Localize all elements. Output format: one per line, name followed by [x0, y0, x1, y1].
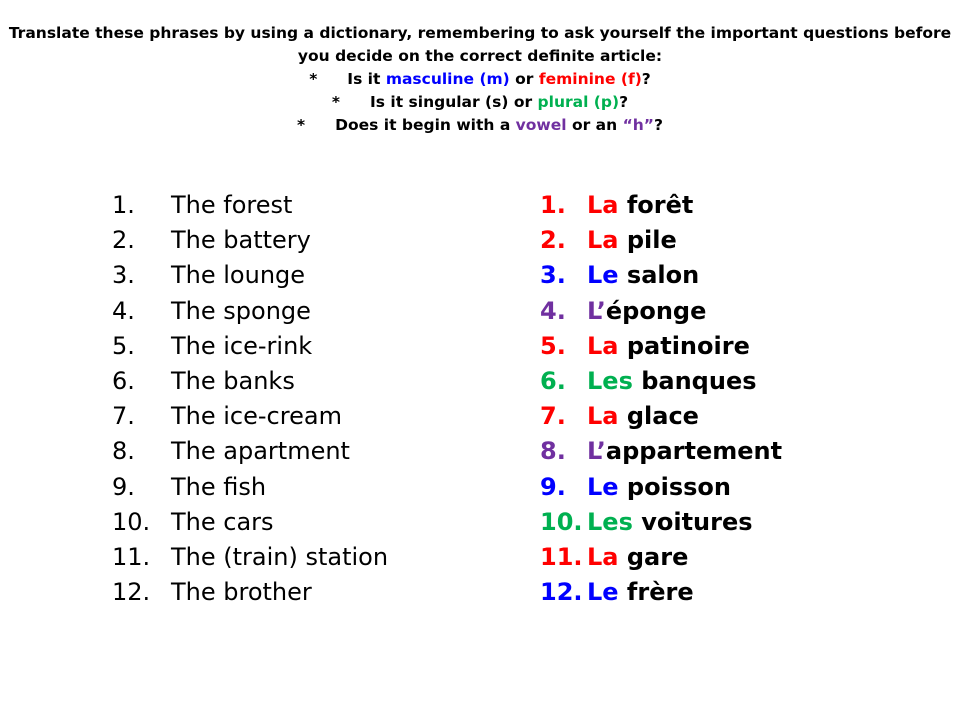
item-number: 4.	[540, 296, 566, 325]
french-translation-text	[587, 223, 677, 258]
english-phrase-item	[112, 575, 432, 610]
english-phrase-text: The ice-cream	[171, 402, 342, 431]
plural-label: plural (p)	[537, 93, 620, 111]
definite-article: La	[587, 191, 619, 219]
item-number: 9.	[540, 472, 566, 501]
item-number: 1.	[540, 191, 566, 219]
english-phrase-item	[112, 258, 432, 293]
definite-article: L’	[587, 437, 606, 466]
english-phrase-item	[112, 505, 432, 540]
french-translation-text	[587, 364, 757, 399]
item-number: 7.	[112, 402, 135, 431]
english-phrase-text: The lounge	[171, 261, 306, 290]
question-gender: * Is it masculine (m) or feminine (f)?	[0, 68, 960, 91]
french-translation-item	[540, 470, 940, 505]
french-noun: poisson	[618, 472, 731, 501]
french-noun: pile	[618, 226, 677, 255]
english-phrase-text: The battery	[171, 226, 311, 255]
item-number: 6.	[112, 366, 135, 395]
french-translation-text	[587, 505, 753, 540]
bullet-star: *	[309, 70, 318, 88]
english-phrase-text: The (train) station	[171, 542, 389, 571]
french-noun: voitures	[632, 507, 753, 536]
english-phrase-item	[112, 434, 432, 469]
english-phrase-item	[112, 540, 432, 575]
item-number: 8.	[112, 437, 135, 466]
french-translation-text	[587, 434, 782, 469]
definite-article: Les	[587, 507, 633, 536]
item-number: 10.	[112, 507, 151, 536]
french-translation-text	[587, 258, 699, 293]
french-translation-item	[540, 258, 940, 293]
item-number: 12.	[540, 578, 583, 607]
french-noun: frère	[618, 578, 694, 607]
french-translation-item	[540, 223, 940, 258]
french-translation-item	[540, 399, 940, 434]
vowel-label: vowel	[515, 116, 567, 134]
instructions-line-2: you decide on the correct definite article:	[297, 47, 663, 65]
french-translation-text	[587, 575, 694, 610]
bullet-star: *	[297, 116, 306, 134]
english-phrase-item	[112, 364, 432, 399]
item-number: 9.	[112, 472, 135, 501]
item-number: 10.	[540, 507, 583, 536]
french-translation-item	[540, 364, 940, 399]
item-number: 8.	[540, 437, 566, 466]
definite-article: La	[587, 542, 619, 571]
instructions-line-1: Translate these phrases by using a dictionary, remembering to ask yourself the important questions before	[8, 24, 952, 42]
item-number: 7.	[540, 402, 566, 431]
french-noun: appartement	[605, 437, 783, 466]
item-number: 12.	[112, 578, 151, 607]
definite-article: Le	[587, 578, 619, 607]
french-translation-text	[587, 399, 699, 434]
item-number: 1.	[112, 191, 135, 219]
french-translation-item	[540, 575, 940, 610]
french-translation-text	[587, 329, 750, 364]
english-phrase-item	[112, 294, 432, 329]
english-phrase-text: The forest	[171, 191, 293, 219]
item-number: 2.	[112, 226, 135, 255]
french-translation-text	[587, 188, 693, 223]
french-translation-item	[540, 434, 940, 469]
definite-article: L’	[587, 296, 606, 325]
french-translation-text	[587, 470, 731, 505]
english-phrase-text: The brother	[171, 578, 312, 607]
item-number: 4.	[112, 296, 135, 325]
english-phrase-text: The ice-rink	[171, 331, 313, 360]
french-translation-item	[540, 294, 940, 329]
french-noun: forêt	[618, 191, 694, 219]
definite-article: La	[587, 331, 619, 360]
french-noun: patinoire	[618, 331, 750, 360]
french-noun: éponge	[605, 296, 707, 325]
english-phrase-text: The banks	[171, 366, 295, 395]
h-label: “h”	[622, 116, 654, 134]
french-translation-text	[587, 540, 688, 575]
french-noun: glace	[618, 402, 699, 431]
item-number: 3.	[112, 261, 135, 290]
french-noun: banques	[632, 366, 757, 395]
instructions-header	[0, 22, 960, 137]
bullet-star: *	[331, 93, 341, 111]
item-number: 11.	[540, 542, 583, 571]
french-translation-item	[540, 188, 940, 223]
english-phrase-item	[112, 223, 432, 258]
english-phrase-list	[112, 188, 432, 610]
french-translation-text	[587, 294, 706, 329]
definite-article: La	[587, 402, 619, 431]
french-noun: gare	[618, 542, 689, 571]
definite-article: La	[587, 226, 619, 255]
item-number: 5.	[540, 331, 566, 360]
french-translation-item	[540, 329, 940, 364]
definite-article: Les	[587, 366, 633, 395]
definite-article: Le	[587, 472, 619, 501]
english-phrase-text: The apartment	[171, 437, 350, 466]
definite-article: Le	[587, 261, 619, 290]
item-number: 3.	[540, 261, 566, 290]
french-translation-list	[540, 188, 940, 610]
question-number: * Is it singular (s) or plural (p)?	[0, 91, 960, 114]
english-phrase-item	[112, 329, 432, 364]
masculine-label: masculine (m)	[385, 70, 510, 88]
item-number: 2.	[540, 226, 566, 255]
item-number: 11.	[112, 542, 151, 571]
french-translation-item	[540, 505, 940, 540]
item-number: 5.	[112, 331, 135, 360]
english-phrase-text: The cars	[171, 507, 274, 536]
english-phrase-item	[112, 399, 432, 434]
english-phrase-text: The sponge	[171, 296, 311, 325]
french-noun: salon	[618, 261, 700, 290]
french-translation-item	[540, 540, 940, 575]
feminine-label: feminine (f)	[538, 70, 642, 88]
item-number: 6.	[540, 366, 566, 395]
english-phrase-item	[112, 188, 432, 223]
english-phrase-text: The fish	[171, 472, 267, 501]
english-phrase-item	[112, 470, 432, 505]
question-vowel: * Does it begin with a vowel or an “h”?	[0, 114, 960, 137]
